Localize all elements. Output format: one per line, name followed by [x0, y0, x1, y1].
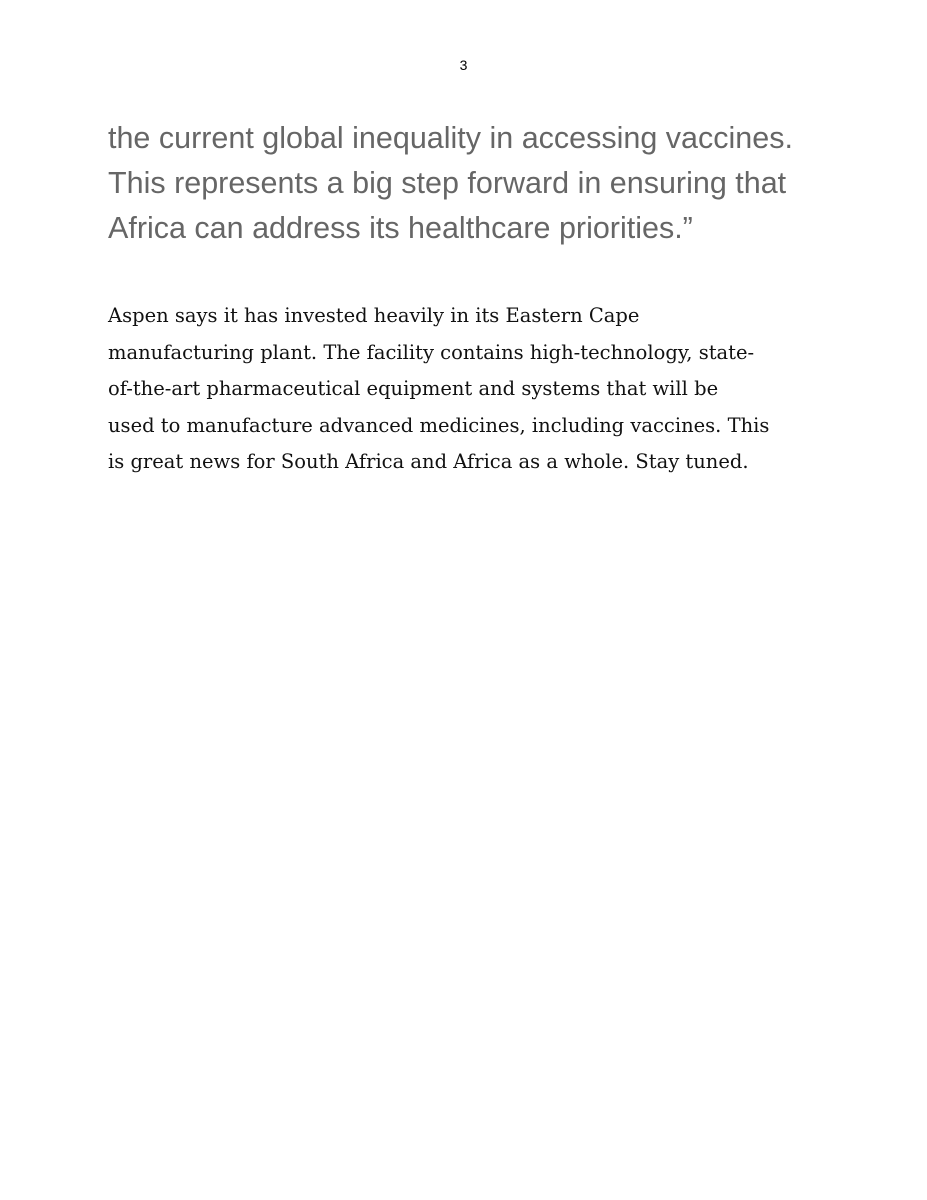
body-paragraph — [108, 298, 848, 481]
paragraph-line: is great news for South Africa and Africa as a whole. Stay tuned. — [108, 450, 749, 473]
page-number: 3 — [459, 57, 468, 73]
paragraph-line: Aspen says it has invested heavily in its Eastern Cape — [108, 304, 640, 327]
pull-quote-line: This represents a big step forward in ensuring that — [108, 166, 787, 200]
paragraph-line: manufacturing plant. The facility contains high-technology, state- — [108, 340, 755, 364]
paragraph-line: of-the-art pharmaceutical equipment and systems that will be — [108, 377, 719, 400]
paragraph-line: used to manufacture advanced medicines, including vaccines. This — [108, 413, 770, 437]
pull-quote-line: Africa can address its healthcare priorities.” — [108, 211, 693, 245]
pull-quote-line: the current global inequality in accessing vaccines. — [108, 121, 793, 155]
pull-quote — [108, 116, 848, 251]
